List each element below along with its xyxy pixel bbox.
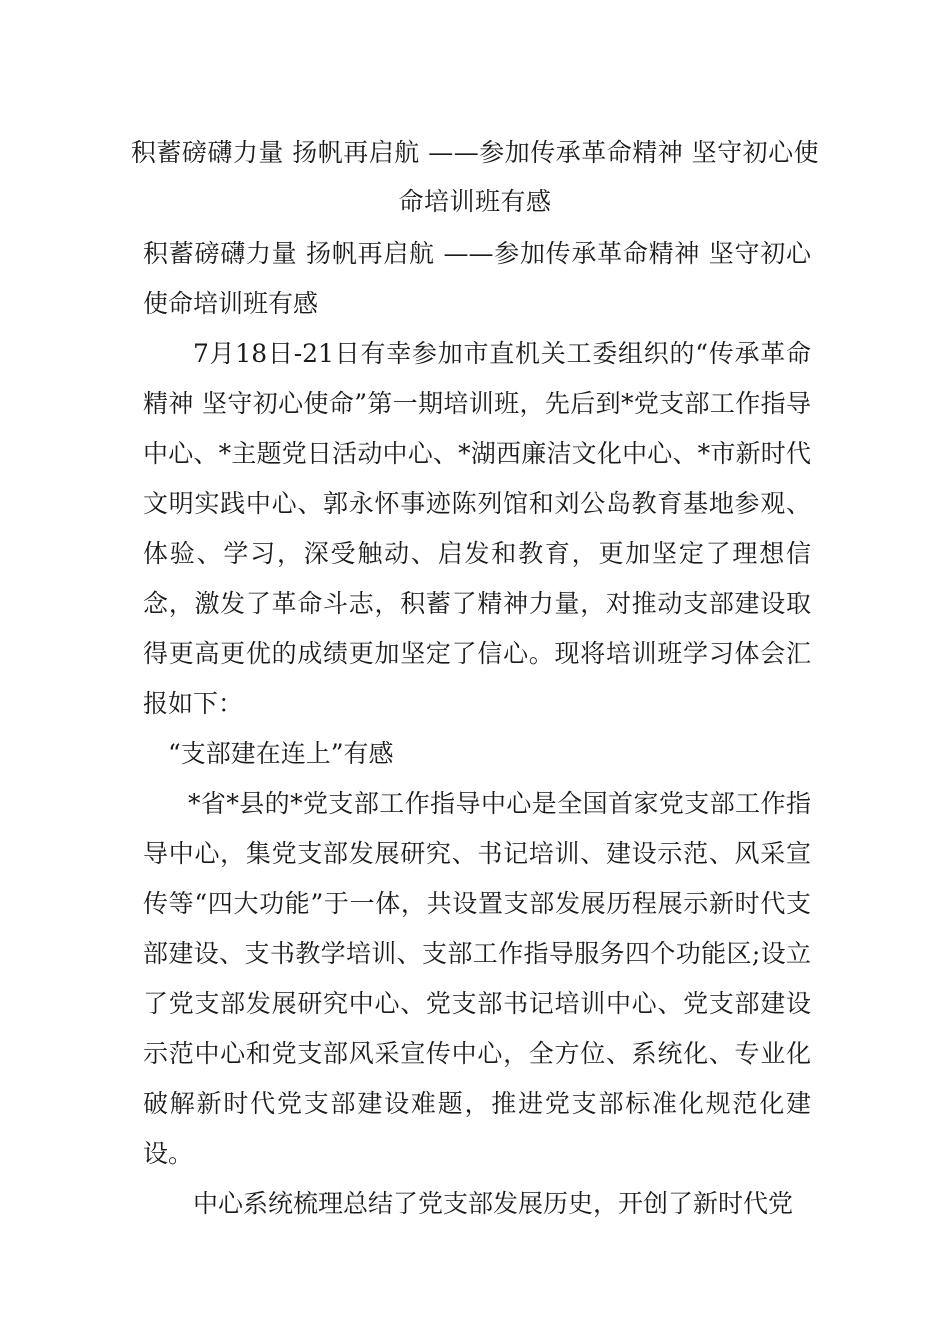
paragraph-intro: 7月18日-21日有幸参加市直机关工委组织的“传承革命精神 坚守初心使命”第一期培训班，先后到*党支部工作指导中心、*主题党日活动中心、*湖西廉洁文化中心、*市新时代文明实践中心、郭永怀事迹陈列馆和刘公岛教育基地参观、体验、学习，深受触动、启发和教育，更加坚定了理想信念，激发了革命斗志，积蓄了精神力量，对推动支部建设取得更高更优的成绩更加坚定了信心。现将培训班学习体会汇报如下： — [143, 339, 811, 718]
paragraph-center-overview: *省*县的*党支部工作指导中心是全国首家党支部工作指导中心，集党支部发展研究、书记培训、建设示范、风采宣传等“四大功能”于一体，共设置支部发展历程展示新时代支部建设、支书教学培训、支部工作指导服务四个功能区;设立了党支部发展研究中心、党支部书记培训中心、党支部建设示范中心和党支部风采宣传中心，全方位、系统化、专业化破解新时代党支部建设难题，推进党支部标准化规范化建设。 — [143, 789, 811, 1168]
paragraph-center-history: 中心系统梳理总结了党支部发展历史，开创了新时代党 — [193, 1189, 794, 1218]
repeated-title: 积蓄磅礴力量 扬帆再启航 ——参加传承革命精神 坚守初心使命培训班有感 — [143, 239, 811, 318]
section-heading: “支部建在连上”有感 — [168, 739, 394, 768]
document-body — [143, 229, 811, 1229]
document-title: 积蓄磅礴力量 扬帆再启航 ——参加传承革命精神 坚守初心使命培训班有感 — [130, 138, 820, 216]
